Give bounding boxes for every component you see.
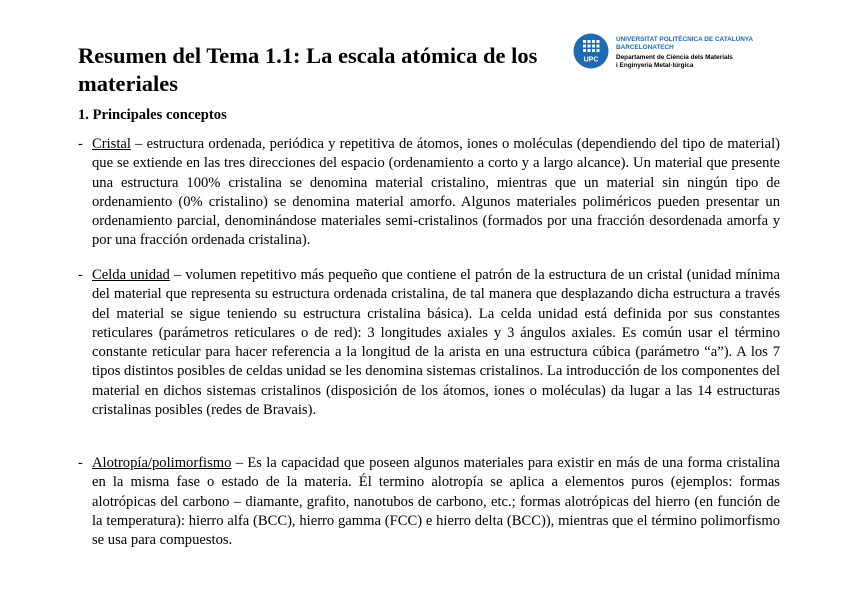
concept-term: Celda unidad: [92, 267, 170, 283]
upc-logo-mark-text: UPC: [583, 56, 599, 64]
concept-item-celda-unidad: [78, 266, 780, 420]
concept-item-cristal: [78, 135, 780, 251]
bullet-dash: -: [78, 267, 83, 283]
bullet-dash: -: [78, 136, 83, 152]
concept-definition: – estructura ordenada, periódica y repetitiva de átomos, iones o moléculas (dependiendo del tipo de material) que se extiende en las tres direcciones del espacio (ordenamiento a corto y a largo alcance). Un material que presente una estructura 100% cristalina se denomina material cristalino, mientras que un material sin ningún tipo de ordenamiento (0% cristalino) se denomina material amorfo. Algunos materiales poliméricos pueden presentar un ordenamiento parcial, denominándose materiales semi-cristalinos (formados por una fracción desordenada amorfa y por una fracción ordenada cristalina).: [92, 136, 780, 249]
department-name-line1: Departament de Ciència dels Materials: [616, 54, 733, 62]
upc-logo-text: [616, 36, 753, 69]
university-name-line2: BARCELONATECH: [616, 43, 674, 51]
department-name-line2: i Enginyeria Metal·lúrgica: [616, 61, 694, 69]
concept-term: Cristal: [92, 136, 131, 152]
concept-term: Alotropía/polimorfismo: [92, 455, 232, 471]
upc-logo-icon: [573, 33, 609, 69]
concept-definition: – Es la capacidad que poseen algunos materiales para existir en más de una forma cristalina en la misma fase o estado de la materia. Él termino alotropía se aplica a elementos puros (ejemplos: formas alotrópicas del carbono – diamante, grafito, nanotubos de carbono, etc.; formas alotrópicas del hierro (en función de la temperatura): hierro alfa (BCC), hierro gamma (FCC) e hierro delta (BCC)), mientras que el término polimorfismo se usa para compuestos.: [92, 455, 780, 549]
university-name-line1: UNIVERSITAT POLITÈCNICA DE CATALUNYA: [616, 36, 754, 43]
upc-logo: [573, 33, 793, 75]
concept-definition: – volumen repetitivo más pequeño que contiene el patrón de la estructura de un cristal (unidad mínima del material que representa su estructura ordenada cristalina, de tal manera que desplazando dicha estructura a través del material se sigue teniendo su estructura cristalina básica). La celda unidad está definida por sus constantes reticulares (parámetros reticulares o de red): 3 longitudes axiales y 3 ángulos axiales. Es común usar el término constante reticular para hacer referencia a la longitud de la arista en una estructura cúbica (parámetro “a”). A los 7 tipos distintos posibles de celdas unidad se les denomina sistemas cristalinos. La introducción de los componentes del material en dichos sistemas cristalinos (disposición de los átomos, iones o moléculas) da lugar a las 14 estructuras cristalinas posibles (redes de Bravais).: [92, 267, 780, 419]
concept-item-alotropia: [78, 454, 780, 550]
section-heading: 1. Principales conceptos: [78, 107, 227, 123]
bullet-dash: -: [78, 455, 83, 471]
page-title: Resumen del Tema 1.1: La escala atómica de los materiales: [78, 43, 538, 96]
